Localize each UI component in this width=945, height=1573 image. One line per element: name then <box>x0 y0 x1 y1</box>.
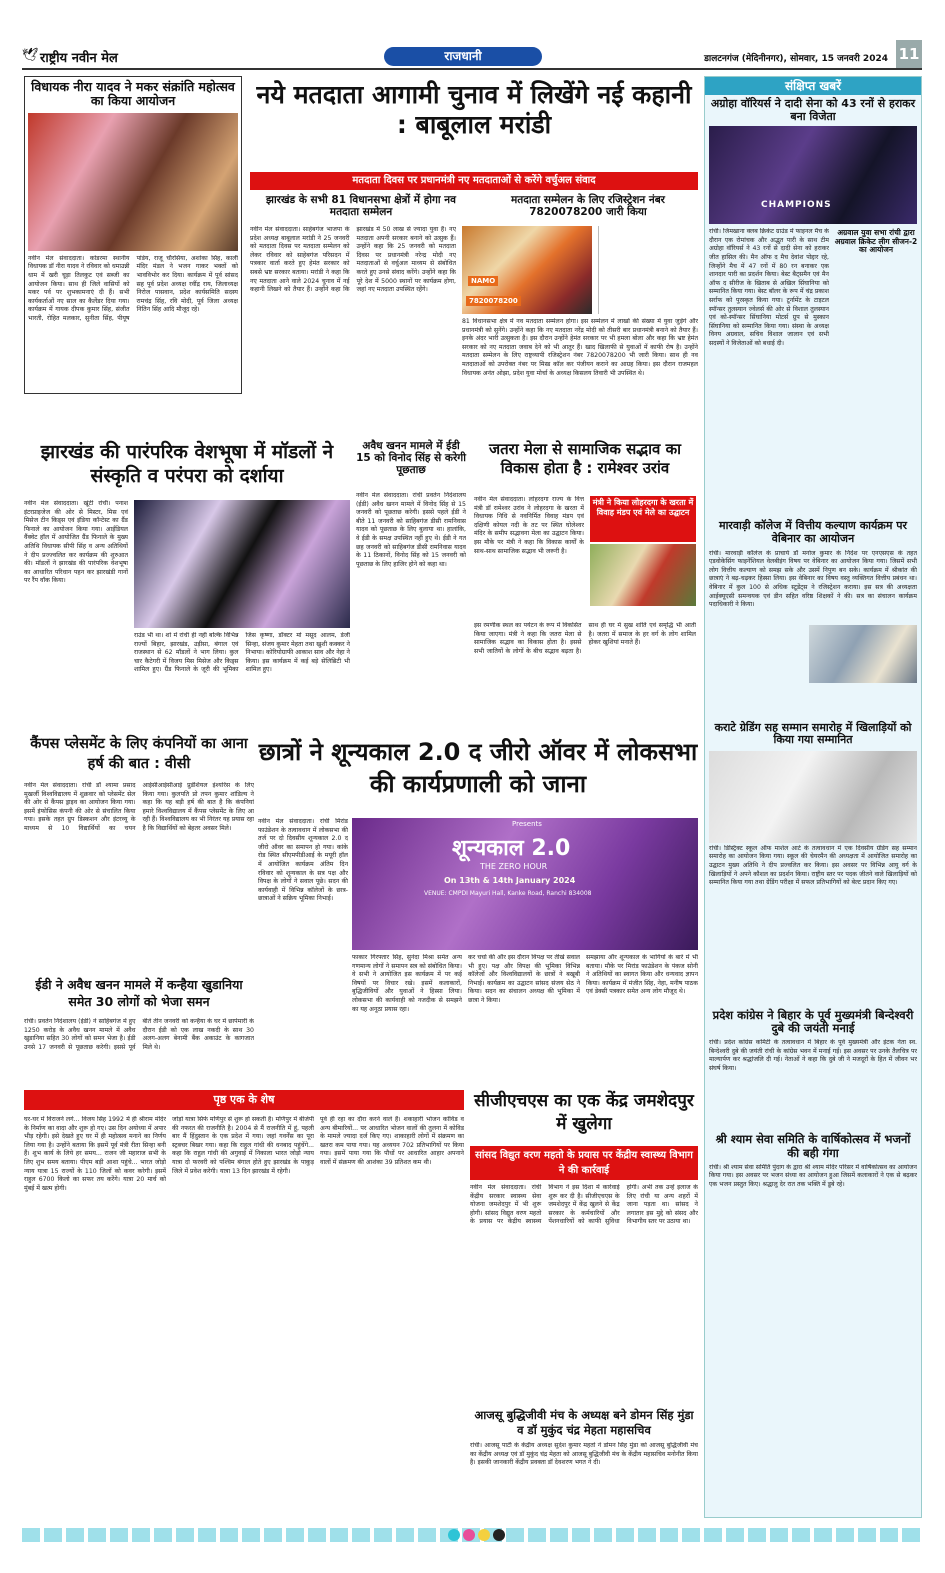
story-marandi-body2: 81 विधानसभा क्षेत्र में नव मतदाता सम्मेलन होगा। इस सम्मेलन में लाखों की संख्या में युवा जुड़ेंगे और प्रधानमंत्री को सुनेंगे। उन्होंने कहा कि नए मतदाता नरेंद्र मोदी को तीसरी बार प्रधानमंत्री बनाने को तैयार हैं। इनके अंदर भारी उत्सुकता है। इस दौरान उन्होंने हेमंत सरकार पर भी हमला बोला और कहा कि भ्रष्ट हेमंत सरकार को नए मतदाता जवाब देने को भी आतुर हैं। खाद खिलाफी से युवाओं में काफी रोष है। उन्होंने मतदाता सम्मेलन के लिए राष्ट्रव्यापी रजिस्ट्रेशन नंबर 7820078200 भी जारी किया। साथ ही नव मतदाताओं को उपरोक्त नंबर पर मिस्ड कॉल कर पंजीयन कराने का आग्रह किया। इस दौरान राजमहल विधायक अनंत ओझा, प्रदेश युवा मोर्चा के अध्यक्ष किसलय तिवारी भी उपस्थित थे। <box>462 318 698 377</box>
story-neera-box <box>24 76 242 394</box>
story-neera-headline: विधायक नीरा यादव ने मकर संक्रांति महोत्सव का किया आयोजन <box>31 79 235 109</box>
bird-logo-icon: 🕊 <box>22 48 39 63</box>
sidebar-story1-caption: अग्रवाल युवा सभा रांची द्वारा अग्रवाल क्रिकेट लीग सीजन-2 का आयोजन <box>834 228 918 255</box>
story-fashion-body2: राउंड भी था। शो में रांची ही नहीं बल्कि विभिन्न राज्यों बिहार, झारखंड, उड़ीसा, बंगाल एवं राजस्थान से 62 मॉडलों ने भाग लिया। कुल चार कैटेगरी में विजय मिस मिसेज और किड्स शामिल हुए। ग्रैंड फिनाले के जूरी की भूमिका जिस कृष्णा, डॉक्टर मो मसूद आलम, डेजी सिन्हा, संजय कुमार मेहता तथा खुशी कक्कर ने निभाया। कोरियोग्राफी आकाश साव और नेहा ने किया। इस कार्यक्रम में कई बड़े सेलिब्रिटी भी शामिल हुए। <box>134 632 350 674</box>
story-marandi-photo <box>462 226 592 314</box>
sidebar-story2-body: रांची। मारवाड़ी कॉलेज के प्राचार्य डॉ मनोज कुमार के निर्देश पर एनएसएस के तहत एडवोकेसिंग फाइनेंशियल वेलबीइंग विषय पर वेबिनार का आयोजन किया गया। जिसमें सभी लोग वित्तीय कल्याण को समझ सके और उसमें निपुण बन सके। कार्यक्रम में श्रीकांत की छात्राएं ने बढ़-चढ़कर हिस्सा लिया। इस वेबिनार का विषय वस्तु व्यक्तिगत वित्तीय प्रबंधन था। वेबिनार में कुल 100 से अधिक स्टूडेंट्स ने रजिस्ट्रेशन कराया। इस सत्र की अध्यक्षता आईक्यूएसी समन्वयक एवं डीन सहित वरिष्ठ शिक्षकों ने की। सत्र का संचालन कार्यक्रम पदाधिकारी ने किया। <box>709 549 917 609</box>
story-cghs-body: नवीन मेल संवाददाता। रांची केंद्रीय सरकार स्वास्थ्य सेवा योजना जमशेदपुर में भी शुरू होगी। सांसद विद्युत वरण महतो के प्रयास पर केंद्रीय स्वास्थ्य विभाग ने इस दिशा में कार्रवाई शुरू कर दी है। सीजीएचएस के जमशेदपुर में केंद्र खुलने से केंद्र सरकार के कर्मचारियों और पेंशनधारियों को काफी सुविधा होगी। अभी तक उन्हें इलाज के लिए रांची या अन्य शहरों में जाना पड़ता था। सांसद ने लगातार इस मुद्दे को संसद और विभागीय स्तर पर उठाया था। <box>470 1184 698 1226</box>
sidebar-story5-body: रांची। श्री श्याम सेवा समिति पुंदाग के द्वारा श्री श्याम मंदिर परिसर में वार्षिकोत्सव का आयोजन किया गया। इस अवसर पर भजन संध्या का आयोजन हुआ जिसमें कलाकारों ने एक से बढ़कर एक भजन प्रस्तुत किए। श्रद्धालु देर रात तक भक्ति में डूबे रहे। <box>709 1163 917 1188</box>
story-jatra-box: मंत्री ने किया लोहरदगा के खरता में विवाह मंडप एवं मेले का उद्घाटन <box>590 496 696 542</box>
story-marandi-body1: नवीन मेल संवाददाता। साहेबगंज भाजपा के प्रदेश अध्यक्ष बाबूलाल मरांडी ने 25 जनवरी को मतदाता दिवस पर मतदाता सम्मेलन को लेकर रविवार को साहेबगंज परिसदन में पत्रकार वार्ता करते हुए हेमंत सरकार को सबसे भ्रष्ट सरकार बताया। मरांडी ने कहा कि नए मतदाता आने वाले 2024 चुनाव में नई कहानी लिखने को तैयार हैं। उन्होंने कहा कि झारखंड में 50 लाख से ज्यादा युवा हैं। नए मतदाता अपनी सरकार बनाने को उत्सुक हैं। उन्होंने कहा कि 25 जनवरी को मतदाता दिवस पर प्रधानमंत्री नरेन्द्र मोदी नए मतदाताओं से वर्चुअल माध्यम से संबोधित करते हुए उनसे संवाद करेंगे। उन्होंने कहा कि पूरे देश में 5000 स्थानों पर कार्यक्रम होगा, जहां नए मतदाता उपस्थित रहेंगे। <box>250 226 456 294</box>
registration-number-sign: 7820078200 <box>466 296 521 306</box>
banner-venue: VENUE: CMPDI Mayuri Hall, Kanke Road, Ranchi 834008 <box>424 890 592 897</box>
banner-date: On 13th & 14th January 2024 <box>444 876 576 885</box>
section-pill <box>384 47 542 66</box>
story-jatra-photo <box>590 544 696 606</box>
paper-name: राष्ट्रीय नवीन मेल <box>40 51 118 66</box>
sidebar-story3-headline: कराटे ग्रेडिंग सह सम्मान समारोह में खिलाड़ियों को किया गया सम्मानित <box>714 720 912 747</box>
continued-header: पृष्ठ एक के शेष <box>24 1090 464 1110</box>
page-number-box <box>896 40 922 68</box>
registration-dot-magenta <box>463 1529 475 1541</box>
sidebar-story3-body: रांची। डिस्ट्रिक्ट स्कूल ऑफ मार्शल आर्ट के तत्वावधान में एक दिवसीय ग्रेडिंग सह सम्मान समारोह का आयोजन किया गया। स्कूल की चेयरमैन की अध्यक्षता में आयोजित समारोह का उद्घाटन मुख्य अतिथि ने दीप प्रज्वलित कर किया। इस अवसर पर विभिन्न आयु वर्ग के खिलाड़ियों ने अपने कौशल का प्रदर्शन किया। राष्ट्रीय स्तर पर पदक जीतने वाले खिलाड़ियों को सम्मानित किया गया तथा ग्रेडिंग परीक्षा में सफल प्रतिभागियों को बेल्ट प्रदान किए गए। <box>709 844 917 887</box>
shunyakal-photo <box>352 818 698 950</box>
story-ed-body: नवीन मेल संवाददाता। रांची प्रवर्तन निदेशालय (ईडी) अवैध खनन मामले में विनोद सिंह से 15 जनवरी को पूछताछ करेगी। इससे पहले ईडी ने बीते 11 जनवरी को साहिबगंज डीसी रामनिवास यादव को पूछताछ के लिए बुलाया था। हालांकि, वे ईडी के समक्ष उपस्थित नहीं हुए थे। ईडी ने गत छह जनवरी को साहिबगंज डीसी रामनिवास यादव के 11 ठिकानों, विनोद सिंह को 15 जनवरी को पूछताछ के लिए हाजिर होने को कहा था। <box>356 492 466 568</box>
dateline: डालटनगंज (मेदिनीनगर), सोमवार, 15 जनवरी 2024 <box>704 54 888 64</box>
champions-banner: CHAMPIONS <box>761 200 832 211</box>
continued-col3: पूर्व ही रहा का दौरा करने वाले हैं। शकाहारी भोजन कोविड व अन्य बीमारियों... पर आधारित भोजन वालों की तुलना में कोविड के मामले ज्यादा दर्ज किए गए। शाकाहारी लोगों में संक्रमण का खतरा कम पाया गया। यह अध्ययन 702 प्रतिभागियों पर किया गया। इसमें पाया गया कि पौधों पर आधारित आहार अपनाने वालों में संक्रमण की आशंका 39 प्रतिशत कम थी। <box>320 1116 464 1166</box>
story-aajsu-headline: आजसू बुद्धिजीवी मंच के अध्यक्ष बने डोमन सिंह मुंडा व डॉ मुकुंद चंद्र मेहता महासचिव <box>474 1408 694 1437</box>
registration-dot-yellow <box>478 1529 490 1541</box>
footer-color-dots <box>448 1529 508 1541</box>
continued-col1: घर-घर में विराजने लगे... विजय सिंह 1992 में ही श्रीराम मंदिर के निर्माण का वादा और शुरू हो गए। उस दिन अयोध्या में अपार भीड़ रहेगी। इसे देखते हुए घर में ही महोत्सव मनाने का निर्णय लिया गया है। उन्होंने बताया कि इसमें पूर्व मंत्री रीता सिन्हा बनी हैं। शुभ कार्य के लिये हर समय... राजन जी महाराज सभी के लिए शुभ समय बताया। पीएम बड़ी आशा पहुंचे... भारत जोड़ो न्याय यात्रा 15 राज्यों के 110 जिलों को कवर करेगी। इसमें राहुल 6700 किलो का सफर तय करेंगे। यात्रा 20 मार्च को मुंबई में खत्म होगी। <box>24 1116 166 1192</box>
story-jatra-body1: नवीन मेल संवाददाता। लोहरदगा राज्य के वित्त मंत्री डॉ रामेश्वर उरांव ने लोहरदगा के खरता में विधायक निधि से नवनिर्मित विवाह मंडप एवं दक्षिणी कोयल नदी के तट पर स्थित घोलेश्वर मंदिर के समीप सद्भावना मेला का उद्घाटन किया। इस मौके पर मंत्री ने कहा कि विकास कार्यों के साथ-साथ सामाजिक सद्भाव भी जरूरी है। <box>474 496 584 555</box>
masthead <box>22 44 922 68</box>
registration-dot-black <box>493 1529 505 1541</box>
story-neera-body: नवीन मेल संवाददाता। कोडरमा स्थानीय विधायक डॉ नीरा यादव ने रविवार को धमाउन्नी धाम में खरी चूड़ा तिलकुट एवं सब्जी का आयोजन किया। साथ ही जिले वासियों को मकर पर्व पर शुभकामनाएं दी हैं। सभी कार्यकर्ताओं नए साल का कैलेंडर दिया गया। कार्यक्रम में गायक दीपक कुमार सिंह, संजीत भारती, रोहित मलकार, सुनीता सिंह, पीयूष पांडेय, राजू चौरसिया, अशोका सिंह, काली मंदिर मंडल ने भजन गाकर भक्तों को भावविभोर कर दिया। कार्यक्रम में पूर्व सांसद सह पूर्व प्रदेश अध्यक्ष रवींद्र राय, जिलाध्यक्ष निरोज पासवान, प्रदेश कार्यसमिति सदस्य रामचंद्र सिंह, रवि मोदी, पूर्व जिला अध्यक्ष नितिन सिंह आदि मौजूद रहे। <box>28 254 238 322</box>
sidebar-header: संक्षिप्त खबरें <box>705 77 921 95</box>
story-campus-body: नवीन मेल संवाददाता। रांची डॉ श्यामा प्रसाद मुखर्जी विश्वविद्यालय में शुक्रवार को प्लेसमेंट सेल की ओर से कैंपस ड्राइव का आयोजन किया गया। इसमें इंफोसिस कंपनी की ओर से संचालित किया गया। इसके तहत ग्रुप डिस्कशन और इंटरव्यू के माध्यम से 10 विद्यार्थियों का चयन आईसीआईसीआई प्रुडेंशियल इंश्योरेंस के लिए किया गया। कुलपति प्रो तपन कुमार शांडिल्य ने कहा कि यह बड़ी हर्ष की बात है कि कंपनियां हमारे विश्वविद्यालय में कैंपस प्लेसमेंट के लिए आ रही हैं। विश्वविद्यालय का भी निरंतर यह प्रयास रहा है कि विद्यार्थियों को बेहतर अवसर मिले। <box>24 782 254 832</box>
sidebar-story2-headline: मारवाड़ी कॉलेज में वित्तीय कल्याण कार्यक्रम पर वेबिनार का आयोजन <box>719 519 907 545</box>
story-jatra-headline: जतरा मेला से सामाजिक सद्भाव का विकास होता है : रामेश्वर उरांव <box>489 440 681 477</box>
story-marandi-sub1: झारखंड के सभी 81 विधानसभा क्षेत्रों में होगा नव मतदाता सम्मेलन <box>266 194 456 219</box>
story-cghs-headline: सीजीएचएस का एक केंद्र जमशेदपुर में खुलेगा <box>474 1091 694 1134</box>
story-marandi-kicker: मतदाता दिवस पर प्रधानमंत्री नए मतदाताओं से करेंगे वर्चुअल संवाद <box>250 172 698 190</box>
cricket-photo <box>709 126 917 224</box>
sidebar-story1-body: रांची। जिमखाना क्लब क्रिकेट ग्राउंड में फाइनल मैच के दौरान एक रोमांचक और अद्भुत पारी के साथ टीम अग्रोहा वॉरियर्स ने 43 रनों से दादी सेना को हराकर जीत हासिल की। मैन ऑफ द मैच देवांश पोद्दार रहे, जिन्होंने मैच में 47 रनों में 80 रन बनाकर एक शानदार पारी का प्रदर्शन किया। बेस्ट बैट्समैन एवं मैन ऑफ द सीरीज के खिताब से अखिल सिंघानिया को सम्मानित किया गया। बेस्ट बॉलर के रूप में चंद्र प्रकाश सर्राफ को पुरस्कृत किया गया। टूर्नामेंट के टाइटल स्पॉन्सर तुलस्यान ज्वेलर्स की ओर से विशाल तुलस्यान एवं को-स्पॉन्सर सिंघानिया मोटर्स ग्रुप से मुस्कान सिंघानिया को सम्मानित किया गया। संस्था के अध्यक्ष विनय अग्रवाल, सचिव विशाल जालान एवं सभी सदस्यों ने विजेताओं को बधाई दी। <box>709 228 829 347</box>
sidebar-story1-headline: अग्रोहा वॉरियर्स ने दादी सेना को 43 रनों से हराकर बना विजेता <box>710 97 916 123</box>
story-campus-headline: कैंपस प्लेसमेंट के लिए कंपनियों का आना हर्ष की बात : वीसी <box>30 736 248 772</box>
section-label: राजधानी <box>444 49 482 63</box>
story-cghs-kicker: सांसद विद्युत वरण महतो के प्रयास पर केंद्रीय स्वास्थ्य विभाग ने की कार्रवाई <box>470 1146 698 1180</box>
story-shunyakal-body4: समझाया और शून्यकाल के भागियों के बारे में भी बताया। मौके पर मिरांड फाउंडेशन के पंकज सोनी ने अतिथियों का स्वागत किया और धन्यवाद ज्ञापन किया। कार्यक्रम में मंजीत सिंह, नेहा, मनीष पाठक एवं डेक्सी पत्रकार समेत अन्य लोग मौजूद थे। <box>586 954 698 996</box>
story-mining-headline: ईडी ने अवैध खनन मामले में कन्हैया खुडानिया समेत 30 लोगों को भेजा समन <box>35 977 243 1009</box>
karate-photo <box>709 751 917 843</box>
sidebar <box>704 76 922 1518</box>
banner-title: शून्यकाल 2.0 <box>452 836 571 861</box>
sidebar-story4-headline: प्रदेश कांग्रेस ने बिहार के पूर्व मुख्यमंत्री बिन्देश्वरी दुबे की जयंती मनाई <box>712 1007 914 1036</box>
banner-subtitle: THE ZERO HOUR <box>480 862 548 871</box>
story-aajsu-body: रांची। आजसू पार्टी के केंद्रीय अध्यक्ष सुदेश कुमार महतो ने डोमन सिंह मुंडा को आजसू बुद्धिजीवी मंच का केंद्रीय अध्यक्ष एवं डॉ मुकुंद चंद्र मेहता को आजसू बुद्धिजीवी मंच के केंद्रीय महासचिव मनोनीत किया है। इसकी जानकारी केंद्रीय प्रवक्ता डॉ देवशरण भगत ने दी। <box>470 1442 698 1467</box>
story-shunyakal-body1: नवीन मेल संवाददाता। रांची मिरांड फाउंडेशन के तत्वावधान में लोकसभा की तर्ज पर दो दिवसीय शून्यकाल 2.0 द जीरो ऑवर का समापन हो गया। कांके रोड स्थित सीएमपीडीआई के मयूरी हॉल में आयोजित कार्यक्रम अंतिम दिन रविवार को शून्यकाल के सत्र पक्ष और विपक्ष के लोगों ने सवाल पूछे। सदन की कार्यवाही में विभिन्न कॉलेजों के छात्र-छात्राओं ने सक्रिय भूमिका निभाई। <box>258 818 348 903</box>
namo-badge: NAMO <box>468 276 498 286</box>
story-marandi-sub2: मतदाता सम्मेलन के लिए रजिस्ट्रेशन नंबर 7820078200 जारी किया <box>511 194 665 219</box>
registration-dot-cyan <box>448 1529 460 1541</box>
marwari-photo <box>809 625 917 683</box>
banner-presents: Presents <box>512 820 542 828</box>
story-jatra-body2: इस रमणीक स्थल का पर्यटन के रूप में विकसित किया जाएगा। मंत्री ने कहा कि जतरा मेला से सामाजिक सद्भाव का विकास होता है। इससे सभी जातियों के लोगों के बीच सद्भाव बढ़ता है। साथ ही घर में सुख शांति एवं समृद्धि भी आती है। जतरा में समाज के हर वर्ग के लोग शामिल होकर खुशियां मनाते हैं। <box>474 622 696 655</box>
story-fashion-photo <box>134 500 350 628</box>
story-shunyakal-body3: कर चर्चा की और इस दौरान विपक्ष पर तीखे सवाल भी हुए। पक्ष और विपक्ष की भूमिका विभिन्न कॉलेजों और विश्वविद्यालयों के छात्रों ने बखूबी निभाई। कार्यक्रम का उद्घाटन सांसद संजय सेठ ने किया। सदन का संचालन अध्यक्ष की भूमिका में छात्रा ने किया। <box>468 954 580 1004</box>
story-marandi-headline: नये मतदाता आगामी चुनाव में लिखेंगे नई कहानी : बाबूलाल मरांडी <box>256 80 692 139</box>
story-fashion-headline: झारखंड की पारंपरिक वेशभूषा में मॉडलों ने संस्कृति व परंपरा को दर्शाया <box>40 441 334 487</box>
sidebar-story4-body: रांची। प्रदेश कांग्रेस कमिटी के तत्वावधान में बिहार के पूर्व मुख्यमंत्री और इंटक नेता स्व. बिन्देश्वरी दुबे की जयंती रांची के कांग्रेस भवन में मनाई गई। इस अवसर पर उनके तैलचित्र पर माल्यार्पण कर श्रद्धांजलि दी गई। नेताओं ने कहा कि दुबे जी ने मजदूरों के हित में जीवन भर संघर्ष किया। <box>709 1039 917 1073</box>
story-fashion-body1: नवीन मेल संवाददाता। खूंटी रांची। पनाश इंटरप्राइजेज की ओर से मिस्टर, मिस एवं मिसेज टीन किड्स एवं इंडिया कॉन्टेस्ट का ग्रैंड फिनाले का आयोजन किया गया। आईडियल वैंक्वेट हॉल में आयोजित ग्रैंड फिनाले के मुख्य अतिथि विधायक सीपी सिंह व अन्य अतिथियों ने दीप प्रज्ज्वलित कर कार्यक्रम की शुरुआत की। मॉडलों ने झारखंड की पारंपरिक वेशभूषा का आधारित परिधान पहन कर झारखंडी गानों पर रैंप वॉक किया। <box>24 500 128 585</box>
story-shunyakal-body2: फाकार गिरफ्तार सिंह, सुनंदा मिश्रा समेत अन्य गणमान्य लोगों ने समापन सत्र को संबोधित किया। वे सभी ने आयोजित इस कार्यक्रम में पर कई विषयों पर विचार रखे। इसमें कलाकारों, बुद्धिजीवियों और युवाओं ने हिस्सा लिया। लोकसभा की कार्यवाही को नजदीक से समझने का यह अनूठा प्रयास रहा। <box>352 954 462 1013</box>
story-shunyakal-headline: छात्रों ने शून्यकाल 2.0 द जीरो ऑवर में लोकसभा की कार्यप्रणाली को जाना <box>258 738 698 798</box>
story-mining-body: रांची। प्रवर्तन निदेशालय (ईडी) ने साहिबगंज में हुए 1250 करोड़ के अवैध खनन मामले में अवैध खुडानिया सहित 30 लोगों को समन भेजा है। ईडी उनसे 17 जनवरी से पूछताछ करेगी। इससे पूर्व बीते तीन जनवरी को कन्हैया के घर में छापेमारी के दौरान ईडी को एक लाख नकदी के साथ 30 अलग-अलग बेनामी बैंक अकाउंट के कागजात मिले थे। <box>24 1018 254 1051</box>
story-neera-photo <box>28 113 238 251</box>
story-ed-headline: अवैध खनन मामले में ईडी 15 को विनोद सिंह से करेगी पूछताछ <box>356 440 466 477</box>
masthead-rule <box>22 68 922 70</box>
story-marandi-body2-right <box>598 226 698 314</box>
page-number: 11 <box>898 45 920 63</box>
sidebar-story5-headline: श्री श्याम सेवा समिति के वार्षिकोत्सव में भजनों की बही गंगा <box>715 1132 911 1160</box>
continued-col2: जोड़ो यात्रा सिर्फ मणिपुर से शुरू हो सकती है। मणिपुर में बीजेपी की नफरत की राजनीति है। 2004 से मैं राजनीति में हूं, पहली बार मैं हिंदुस्तान के एक प्रदेश में गया। जहां गवर्नेंस का पूरा स्ट्रक्चर बिखर गया। कहा कि राहुल गांधी की धनबाद पहुंचेंगे... कहा कि राहुल गांधी की अगुवाई में निकाला भारत जोड़ो न्याय यात्रा दो फरवरी को पश्चिम बंगाल होते हुए झारखंड के पाकुड़ जिले में प्रवेश करेगी। यात्रा 13 दिन झारखंड में रहेगी। <box>172 1116 314 1175</box>
